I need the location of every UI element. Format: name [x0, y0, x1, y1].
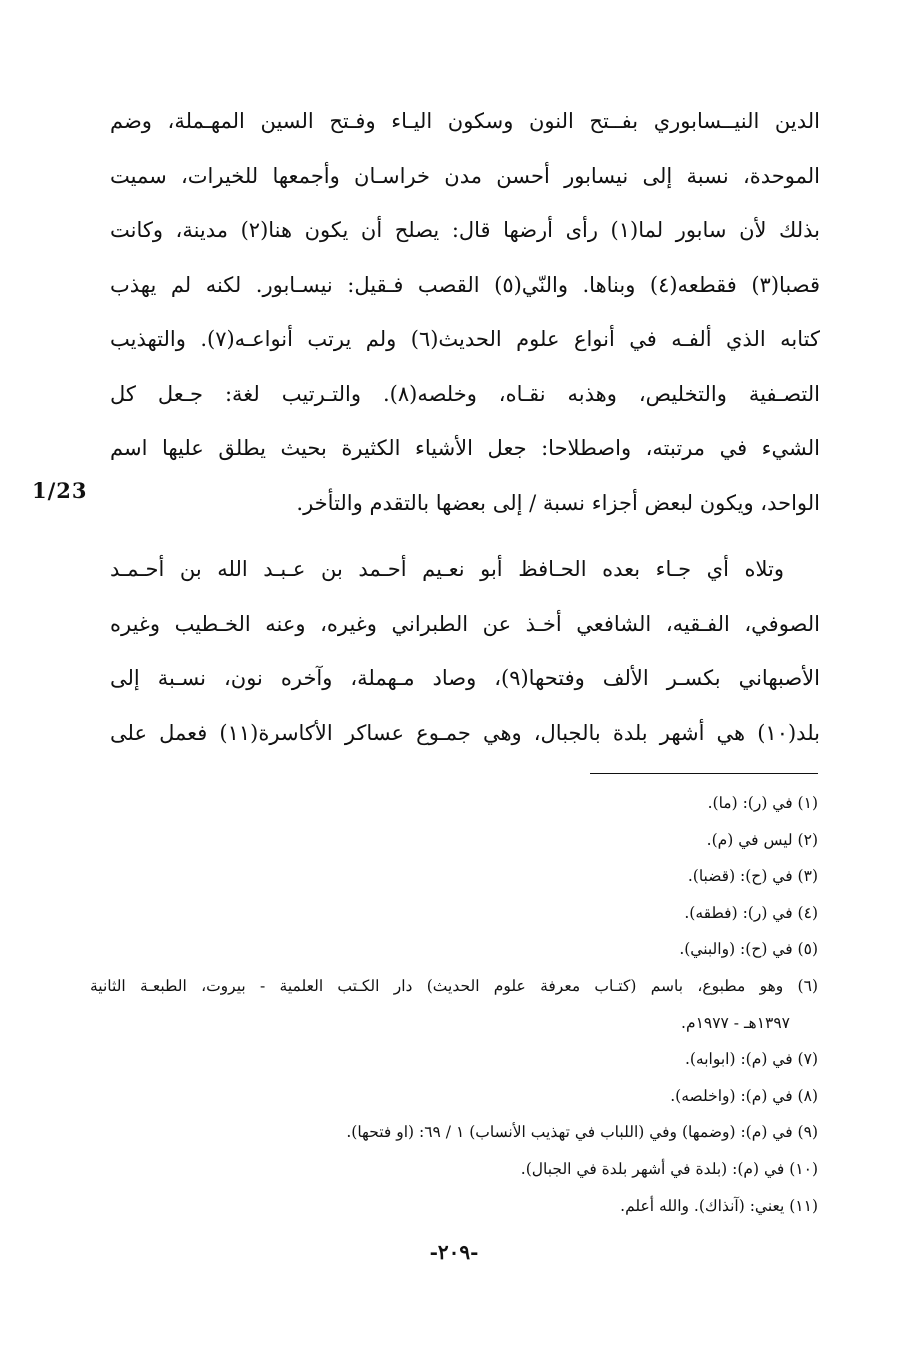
text-line: الواحد، ويكون لبعض أجزاء نسبة / إلى بعضها بالتقدم والتأخر.	[296, 490, 820, 515]
text-line: الشيء في مرتبته، واصطلاحا: جعل الأشياء الكثيرة بحيث يطلق عليها اسم	[110, 436, 820, 460]
paragraph-1	[110, 94, 820, 530]
footnote-1: (١) في (ر): (ما).	[707, 794, 818, 812]
text-line: الدين النيــسابوري بفــتح النون وسكون اليـاء وفـتح السين المهـملة، وضم	[110, 109, 820, 133]
text-line: بلد(١٠) هي أشهر بلدة بالجبال، وهي جمـوع عساكر الأكاسرة(١١) فعمل على	[110, 720, 820, 745]
footnote-7: (٧) في (م): (ابوابه).	[684, 1050, 818, 1069]
text-line: قصبا(٣) فقطعه(٤) وبناها. والنّي(٥) القصب فـقيل: نيسـابور. لكنه لم يهذب	[110, 272, 820, 297]
footnote-2: (٢) ليس في (م).	[706, 830, 818, 849]
main-text	[110, 94, 820, 760]
text-line: الأصبهاني بكسـر الألف وفتحها(٩)، وصاد مـهملة، وآخره نون، نسـبة إلى	[110, 666, 820, 690]
footnote-separator	[590, 773, 818, 774]
text-line: الصوفي، الفـقيه، الشافعي أخـذ عن الطبراني وغيره، وعنه الخـطيب وغيره	[110, 611, 820, 636]
footnote-9: (٩) في (م): (وضمها) وفي (اللباب في تهذيب الأنساب) ١ / ٦٩: (او فتحها).	[346, 1123, 818, 1142]
manuscript-folio-reference: 1/23	[32, 478, 88, 503]
text-line: كتابه الذي ألفـه في أنواع علوم الحديث(٦) ولم يرتب أنواعـه(٧). والتهذيب	[110, 327, 820, 351]
footnote-11: (١١) يعني: (آنذاك). والله أعلم.	[620, 1196, 818, 1215]
text-line: التصـفية والتخليص، وهذبه نقـاه، وخلصه(٨). والتـرتيب لغة: جـعل كل	[110, 381, 820, 406]
footnotes	[90, 785, 818, 1224]
text-line: بذلك لأن سابور لما(١) رأى أرضها قال: يصلح أن يكون هنا(٢) مدينة، وكانت	[110, 218, 820, 242]
text-line: الموحدة، نسبة إلى نيسابور أحسن مدن خراسـان وأجمعها للخيرات، سميت	[110, 163, 820, 188]
page-number: -٢٠٩-	[429, 1240, 479, 1264]
footnote-5: (٥) في (ح): (والبني).	[679, 940, 818, 959]
footnote-3: (٣) في (ح): (قضبا).	[687, 867, 818, 886]
text-line: وتلاه أي جـاء بعده الحـافظ أبو نعـيم أحـمد بن عـبـد الله بن أحـمـد	[110, 557, 784, 581]
footnote-6: (٦) وهو مطبوع، باسم (كتـاب معرفة علوم الحديث) دار الكـتب العلمية - بيروت، الطبعـة الثانية	[90, 976, 818, 995]
footnote-10: (١٠) في (م): (بلدة في أشهر بلدة في الجبال).	[520, 1159, 818, 1178]
footnote-4: (٤) في (ر): (فطقه).	[684, 903, 818, 922]
footnote-8: (٨) في (م): (واخلصه).	[670, 1086, 818, 1105]
footnote-6-continuation: ١٣٩٧هـ - ١٩٧٧م.	[681, 1013, 790, 1032]
paragraph-2	[110, 542, 820, 760]
